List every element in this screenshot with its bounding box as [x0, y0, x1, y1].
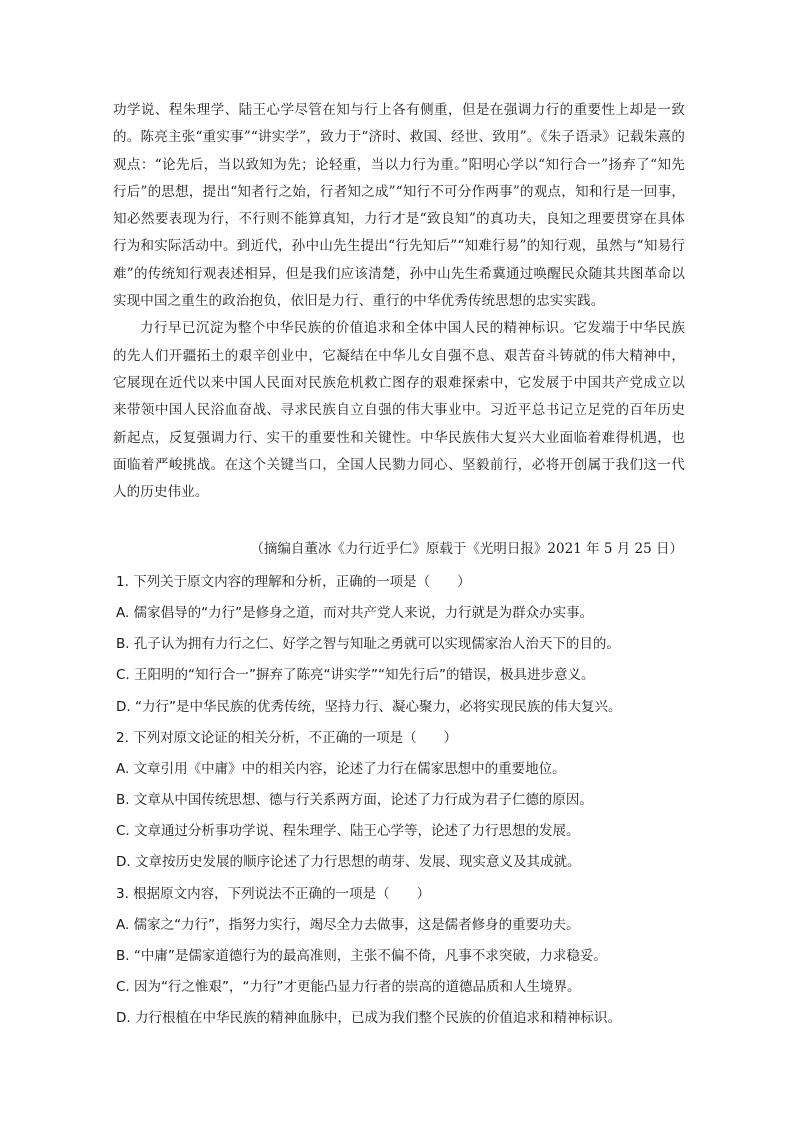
option-d: D. 力行根植在中华民族的精神血脉中，已成为我们整个民族的价值追求和精神标识。 [116, 1010, 621, 1027]
passage-paragraph: 力行早已沉淀为整个中华民族的价值追求和全体中国人民的精神标识。它发端于中华民族的先人们开疆拓土的艰辛创业中，它凝结在中华儿女自强不息、艰苦奋斗铸就的伟大精神中，它展现在近代以来中国人民面对民族危机救亡图存的艰难探索中，它发展于中国共产党成立以来带领中国人民浴血奋战、寻求民族自立自强的伟大事业中。习近平总书记立足党的百年历史新起点，反复强调力行、实干的重要性和关键性。中华民族伟大复兴大业面临着难得机遇，也面临着严峻挑战。在这个关键当口，全国人民勠力同心、坚毅前行，必将开创属于我们这一代人的历史伟业。 [113, 320, 685, 501]
question-2 [116, 723, 686, 879]
option-b: B. “中庸”是儒家道德行为的最高准则，主张不偏不倚，凡事不求突破，力求稳妥。 [116, 947, 607, 964]
option-b: B. 文章从中国传统思想、德与行关系两方面，论述了力行成为君子仁德的原因。 [116, 792, 593, 809]
question-3 [116, 879, 686, 1035]
reading-passage [113, 97, 685, 506]
option-d: D. 文章按历史发展的顺序论述了力行思想的萌芽、发展、现实意义及其成就。 [116, 854, 581, 871]
option-a: A. 儒家倡导的“力行”是修身之道，而对共产党人来说，力行就是为群众办实事。 [116, 605, 594, 622]
option-a: A. 儒家之“力行”，指努力实行，竭尽全力去做事，这是儒者修身的重要功夫。 [116, 916, 580, 933]
option-c: C. 文章通过分析事功学说、程朱理学、陆王心学等，论述了力行思想的发展。 [116, 823, 580, 840]
question-stem: 2. 下列对原文论证的相关分析，不正确的一项是（ ） [116, 729, 458, 746]
option-c: C. 因为“行之惟艰”，“力行”才更能凸显力行者的崇高的道德品质和人生境界。 [116, 979, 581, 996]
option-d: D. “力行”是中华民族的优秀传统，坚持力行、凝心聚力，必将实现民族的伟大复兴。 [116, 698, 622, 715]
question-1 [116, 567, 686, 723]
option-b: B. 孔子认为拥有力行之仁、好学之智与知耻之勇就可以实现儒家治人治天下的目的。 [116, 636, 620, 653]
option-c: C. 王阳明的“知行合一”摒弃了陈亮“讲实学”“知先行后”的错误，极具进步意义。 [116, 667, 595, 684]
question-list [116, 567, 686, 1034]
passage-source-citation: （摘编自董冰《力行近乎仁》原载于《光明日报》2021 年 5 月 25 日） [250, 541, 683, 557]
question-stem: 1. 下列关于原文内容的理解和分析，正确的一项是（ ） [116, 574, 471, 590]
option-a: A. 文章引用《中庸》中的相关内容，论述了力行在儒家思想中的重要地位。 [116, 760, 566, 777]
passage-paragraph: 功学说、程朱理学、陆王心学尽管在知与行上各有侧重，但是在强调力行的重要性上却是一致的。陈亮主张“重实事”“讲实学”，致力于“济时、救国、经世、致用”。《朱子语录》记载朱熹的观点：“论先后，当以致知为先；论轻重，当以力行为重。”阳明心学以“知行合一”扬弃了“知先行后”的思想，提出“知者行之始，行者知之成”“知行不可分作两事”的观点，知和行是一回事，知必然要表现为行，不行则不能算真知，力行才是“致良知”的真功夫，良知之理要贯穿在具体行为和实际活动中。到近代，孙中山先生提出“行先知后”“知难行易”的知行观，虽然与“知易行难”的传统知行观表述相异，但是我们应该清楚，孙中山先生希冀通过唤醒民众随其共图革命以实现中国之重生的政治抱负，依旧是力行、重行的中华优秀传统思想的忠实实践。 [113, 102, 685, 310]
question-stem: 3. 根据原文内容，下列说法不正确的一项是（ ） [116, 885, 431, 902]
